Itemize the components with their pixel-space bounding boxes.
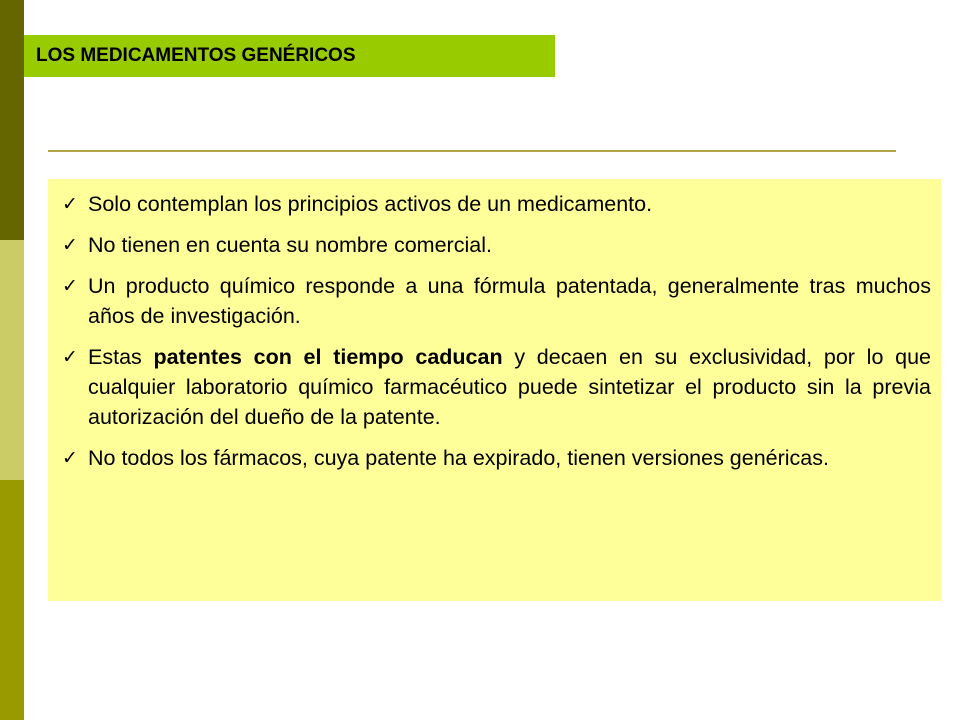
side-band-bottom (0, 480, 24, 720)
bullet-item (62, 230, 931, 260)
check-icon: ✓ (62, 193, 78, 215)
bullet-text-before: Estas (88, 345, 154, 369)
bullet-text-after: y decaen en su exclusividad, por lo que cualquier laboratorio químico farmacéutico puede sintetizar el producto sin la previa autorización del dueño de la patente. (88, 345, 931, 429)
bullet-list (62, 189, 931, 473)
check-icon: ✓ (62, 346, 78, 368)
title-divider (48, 150, 896, 152)
bullet-text: Un producto químico responde a una fórmula patentada, generalmente tras muchos años de investigación. (88, 274, 931, 328)
bullet-item (62, 271, 931, 331)
bullet-item (62, 342, 931, 432)
side-band-middle (0, 240, 24, 480)
side-band-top (0, 0, 24, 240)
title-banner (24, 35, 555, 77)
bullet-text: No tienen en cuenta su nombre comercial. (88, 233, 492, 257)
content-panel (48, 179, 941, 601)
bullet-text: Solo contemplan los principios activos de un medicamento. (88, 192, 653, 216)
bullet-text-emphasis: patentes con el tiempo caducan (153, 345, 503, 369)
bullet-text: No todos los fármacos, cuya patente ha expirado, tienen versiones genéricas. (88, 446, 829, 470)
slide-title: LOS MEDICAMENTOS GENÉRICOS (36, 45, 356, 66)
check-icon: ✓ (62, 275, 78, 297)
bullet-item (62, 189, 931, 219)
bullet-item (62, 443, 931, 473)
check-icon: ✓ (62, 234, 78, 256)
check-icon: ✓ (62, 447, 78, 469)
